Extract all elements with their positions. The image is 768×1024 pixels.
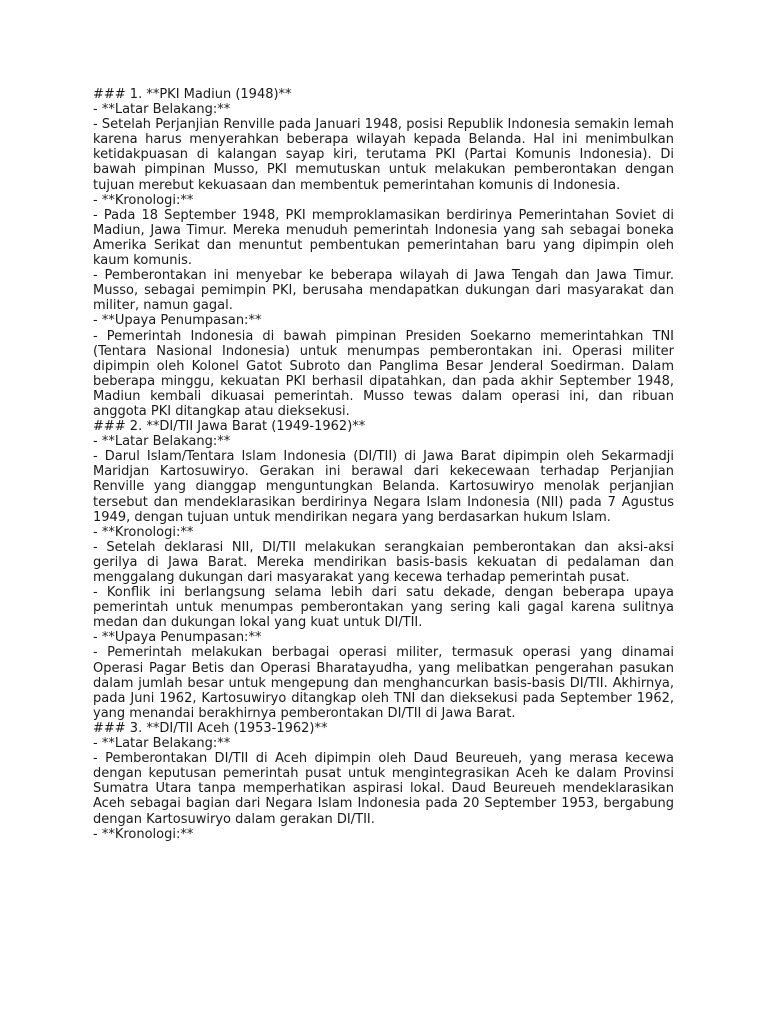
block-label: - **Latar Belakang:** [93,102,231,118]
section-heading: ### 2. **DI/TII Jawa Barat (1949-1962)** [93,419,366,435]
block-label: - **Kronologi:** [93,826,194,842]
paragraph: - Konflik ini berlangsung selama lebih dari satu dekade, dengan beberapa upaya pemerintah untuk menumpas pemberontakan yang sering kali gagal karena sulitnya medan dan dukungan lokal yang kuat untuk DI/TII. [93,585,674,631]
section-heading: ### 3. **DI/TII Aceh (1953-1962)** [93,720,328,736]
paragraph: - Darul Islam/Tentara Islam Indonesia (DI/TII) di Jawa Barat dipimpin oleh Sekarmadji Maridjan Kartosuwiryo. Gerakan ini berawal dari kekecewaan terhadap Perjanjian Renville yang dianggap menguntungkan Belanda. Kartosuwiryo menolak perjanjian tersebut dan mendeklarasikan berdirinya Negara Islam Indonesia (NII) pada 7 Agustus 1949, dengan tujuan untuk mendirikan negara yang berdasarkan hukum Islam. [93,449,674,525]
paragraph: - Setelah deklarasi NII, DI/TII melakukan serangkaian pemberontakan dan aksi-aksi gerilya di Jawa Barat. Mereka mendirikan basis-basis kekuatan di pedalaman dan menggalang dukungan dari masyarakat yang kecewa terhadap pemerintah pusat. [93,539,674,585]
block-label: - **Latar Belakang:** [93,434,231,450]
block-label: - **Upaya Penumpasan:** [93,630,262,646]
block-label: - **Latar Belakang:** [93,736,231,752]
paragraph: - Pemerintah melakukan berbagai operasi militer, termasuk operasi yang dinamai Operasi Pagar Betis dan Operasi Bharatayudha, yang melibatkan pengerahan pasukan dalam jumlah besar untuk mengepung dan menghancurkan basis-basis DI/TII. Akhirnya, pada Juni 1962, Kartosuwiryo ditangkap oleh TNI dan dieksekusi pada September 1962, yang menandai berakhirnya pemberontakan DI/TII di Jawa Barat. [93,645,674,721]
block-label: - **Kronologi:** [93,524,194,540]
paragraph: - Pemberontakan DI/TII di Aceh dipimpin oleh Daud Beureueh, yang merasa kecewa dengan keputusan pemerintah pusat untuk mengintegrasikan Aceh ke dalam Provinsi Sumatra Utara tanpa memperhatikan aspirasi lokal. Daud Beureueh mendeklarasikan Aceh sebagai bagian dari Negara Islam Indonesia pada 20 September 1953, bergabung dengan Kartosuwiryo dalam gerakan DI/TII. [93,751,674,827]
paragraph: - Pemerintah Indonesia di bawah pimpinan Presiden Soekarno memerintahkan TNI (Tentara Nasional Indonesia) untuk menumpas pemberontakan ini. Operasi militer dipimpin oleh Kolonel Gatot Subroto dan Panglima Besar Jenderal Soedirman. Dalam beberapa minggu, kekuatan PKI berhasil dipatahkan, dan pada akhir September 1948, Madiun kembali dikuasai pemerintah. Musso tewas dalam operasi ini, dan ribuan anggota PKI ditangkap atau dieksekusi. [93,328,674,419]
document-page [93,87,674,842]
block-label: - **Kronologi:** [93,192,194,208]
section-heading: ### 1. **PKI Madiun (1948)** [93,87,292,102]
section-pki-madiun [93,87,674,419]
paragraph: - Pada 18 September 1948, PKI memproklamasikan berdirinya Pemerintahan Soviet di Madiun, Jawa Timur. Mereka menuduh pemerintah Indonesia yang sah sebagai boneka Amerika Serikat dan menuntut pembentukan pemerintahan baru yang dipimpin oleh kaum komunis. [93,207,674,269]
paragraph: - Setelah Perjanjian Renville pada Januari 1948, posisi Republik Indonesia semakin lemah karena harus menyerahkan beberapa wilayah kepada Belanda. Hal ini menimbulkan ketidakpuasan di kalangan sayap kiri, terutama PKI (Partai Komunis Indonesia). Di bawah pimpinan Musso, PKI memutuskan untuk melakukan pemberontakan dengan tujuan merebut kekuasaan dan membentuk pemerintahan komunis di Indonesia. [93,117,674,193]
section-ditii-jawa-barat [93,419,674,721]
block-label: - **Upaya Penumpasan:** [93,313,262,329]
paragraph: - Pemberontakan ini menyebar ke beberapa wilayah di Jawa Tengah dan Jawa Timur. Musso, sebagai pemimpin PKI, berusaha mendapatkan dukungan dari masyarakat dan militer, namun gagal. [93,268,674,314]
section-ditii-aceh [93,721,674,842]
